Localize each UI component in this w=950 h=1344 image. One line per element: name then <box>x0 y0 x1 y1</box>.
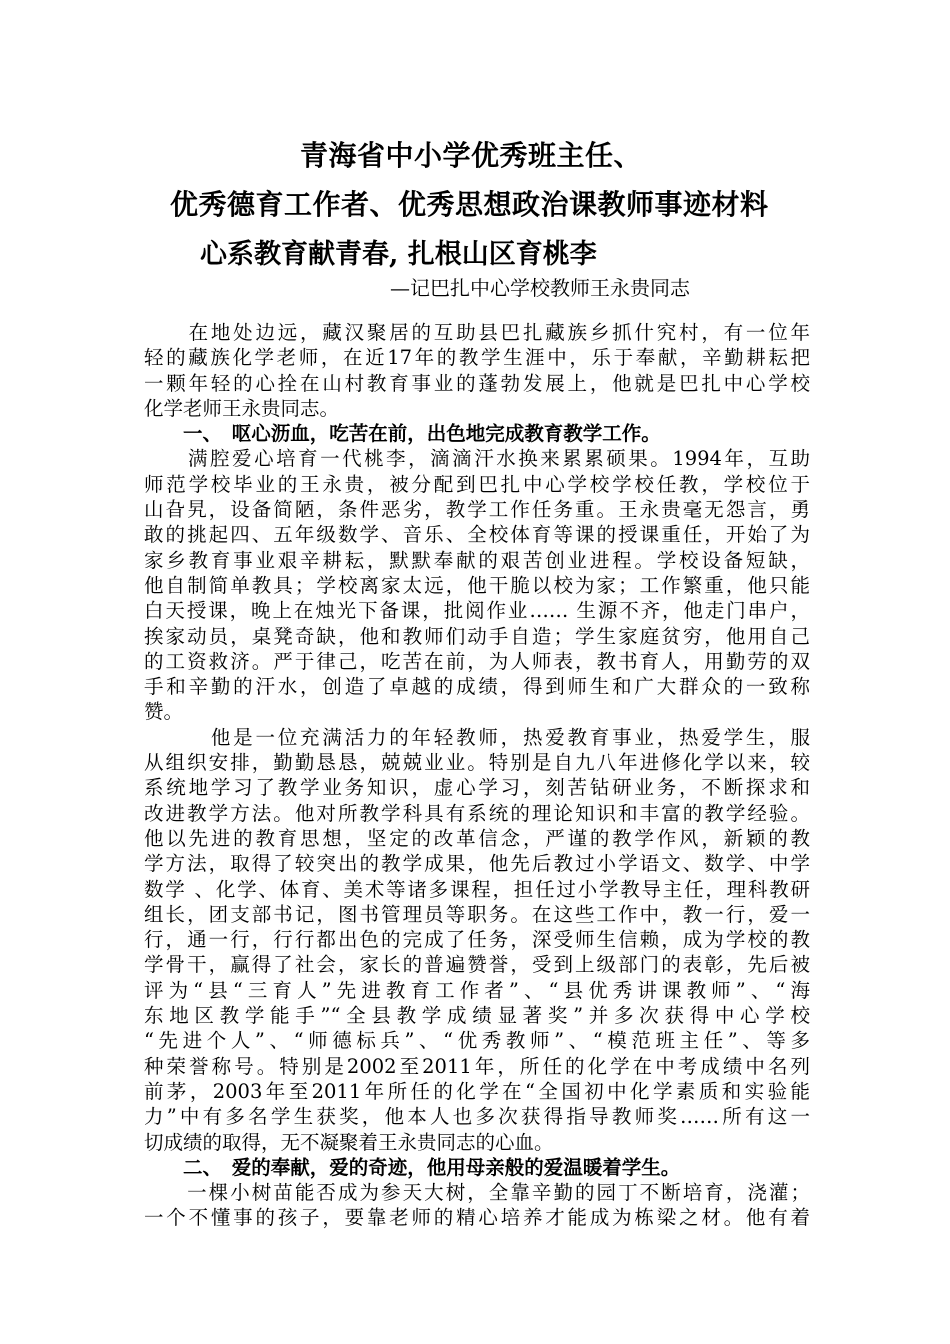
body-line: 他是一位充满活力的年轻教师，热爱教育事业，热爱学生，服 <box>144 725 810 749</box>
body-line: 家乡教育事业艰辛耕耘，默默奉献的艰苦创业进程。学校设备短缺， <box>144 548 810 572</box>
body-line: 在地处边远，藏汉聚居的互助县巴扎藏族乡抓什究村，有一位年 <box>144 321 810 344</box>
body-line: 种荣誉称号。特别是2002至2011年，所任的化学在中考成绩中名列 <box>144 1054 810 1078</box>
section-heading-2: 二、 爱的奉献，爱的奇迹，他用母亲般的爱温暖着学生。 <box>144 1155 681 1179</box>
document-body <box>144 320 810 1231</box>
body-line: 轻的藏族化学老师，在近17年的教学生涯中，乐于奉献，辛勤耕耘把 <box>144 346 810 370</box>
document-byline: —记巴扎中心学校教师王永贵同志 <box>390 276 690 300</box>
body-line: 东地区教学能手”“全县教学成绩显著奖”并多次获得中心学校 <box>144 1004 810 1028</box>
body-line: 满腔爱心培育一代桃李，滴滴汗水换来累累硕果。1994年，互助 <box>144 447 810 471</box>
body-line: 评为“县“三育人”先进教育工作者”、“县优秀讲课教师”、“海 <box>144 978 810 1002</box>
body-line: 师范学校毕业的王永贵，被分配到巴扎中心学校学校任教，学校位于 <box>144 472 810 496</box>
document-subtitle: 心系教育献青春, 扎根山区育桃李 <box>200 239 597 270</box>
body-line: 学方法，取得了较突出的教学成果，他先后教过小学语文、数学、中学 <box>144 852 810 876</box>
document-title-line-1: 青海省中小学优秀班主任、 <box>300 139 643 172</box>
body-line: 学骨干，赢得了社会，家长的普遍赞誉，受到上级部门的表彰，先后被 <box>144 953 810 977</box>
body-line: 行，通一行，行行都出色的完成了任务，深受师生信赖，成为学校的教 <box>144 928 810 952</box>
body-line: 化学老师王永贵同志。 <box>144 396 340 420</box>
body-line: 数学 、化学、体育、美术等诸多课程，担任过小学教导主任，理科教研 <box>144 877 810 901</box>
body-line: 白天授课，晚上在烛光下备课，批阅作业…… 生源不齐，他走门串户， <box>144 599 810 623</box>
body-line: 一棵小树苗能否成为参天大树，全靠辛勤的园丁不断培育，浇灌； <box>144 1181 810 1205</box>
body-line: 切成绩的取得，无不凝聚着王永贵同志的心血。 <box>144 1130 554 1154</box>
body-line: 前茅，2003年至2011年所任的化学在“全国初中化学素质和实验能 <box>144 1079 810 1103</box>
section-heading-1: 一、 呕心沥血，吃苦在前，出色地完成教育教学工作。 <box>144 422 661 446</box>
body-line: 的工资救济。严于律己，吃苦在前，为人师表，教书育人，用勤劳的双 <box>144 649 810 673</box>
body-line: 从组织安排，勤勤恳恳，兢兢业业。特别是自九八年进修化学以来，较 <box>144 751 810 775</box>
body-line: 系统地学习了教学业务知识，虚心学习，刻苦钻研业务，不断探求和 <box>144 776 810 800</box>
body-line: 手和辛勤的汗水，创造了卓越的成绩，得到师生和广大群众的一致称 <box>144 675 810 699</box>
body-line: 改进教学方法。他对所教学科具有系统的理论知识和丰富的教学经验。 <box>144 801 810 825</box>
body-line: 力”中有多名学生获奖，他本人也多次获得指导教师奖……所有这一 <box>144 1105 810 1129</box>
body-line: 他以先进的教育思想，坚定的改革信念，严谨的教学作风，新颖的教 <box>144 826 810 850</box>
body-line: 赞。 <box>144 700 184 724</box>
body-line: 山旮旯，设备简陋，条件恶劣，教学工作任务重。王永贵毫无怨言，勇 <box>144 498 810 522</box>
document-title-line-2: 优秀德育工作者、优秀思想政治课教师事迹材料 <box>170 188 769 221</box>
body-line: 挨家动员，桌凳奇缺，他和教师们动手自造；学生家庭贫穷，他用自己 <box>144 624 810 648</box>
body-line: 一颗年轻的心拴在山村教育事业的蓬勃发展上，他就是巴扎中心学校 <box>144 371 810 395</box>
body-line: 敢的挑起四、五年级数学、音乐、全校体育等课的授课重任，开始了为 <box>144 523 810 547</box>
body-line: 一个不懂事的孩子，要靠老师的精心培养才能成为栋梁之材。他有着 <box>144 1206 810 1230</box>
body-line: “先进个人”、“师德标兵”、“优秀教师”、“模范班主任”、等多 <box>144 1029 810 1053</box>
body-line: 他自制简单教具；学校离家太远，他干脆以校为家；工作繁重，他只能 <box>144 573 810 597</box>
body-line: 组长，团支部书记，图书管理员等职务。在这些工作中，教一行，爱一 <box>144 902 810 926</box>
